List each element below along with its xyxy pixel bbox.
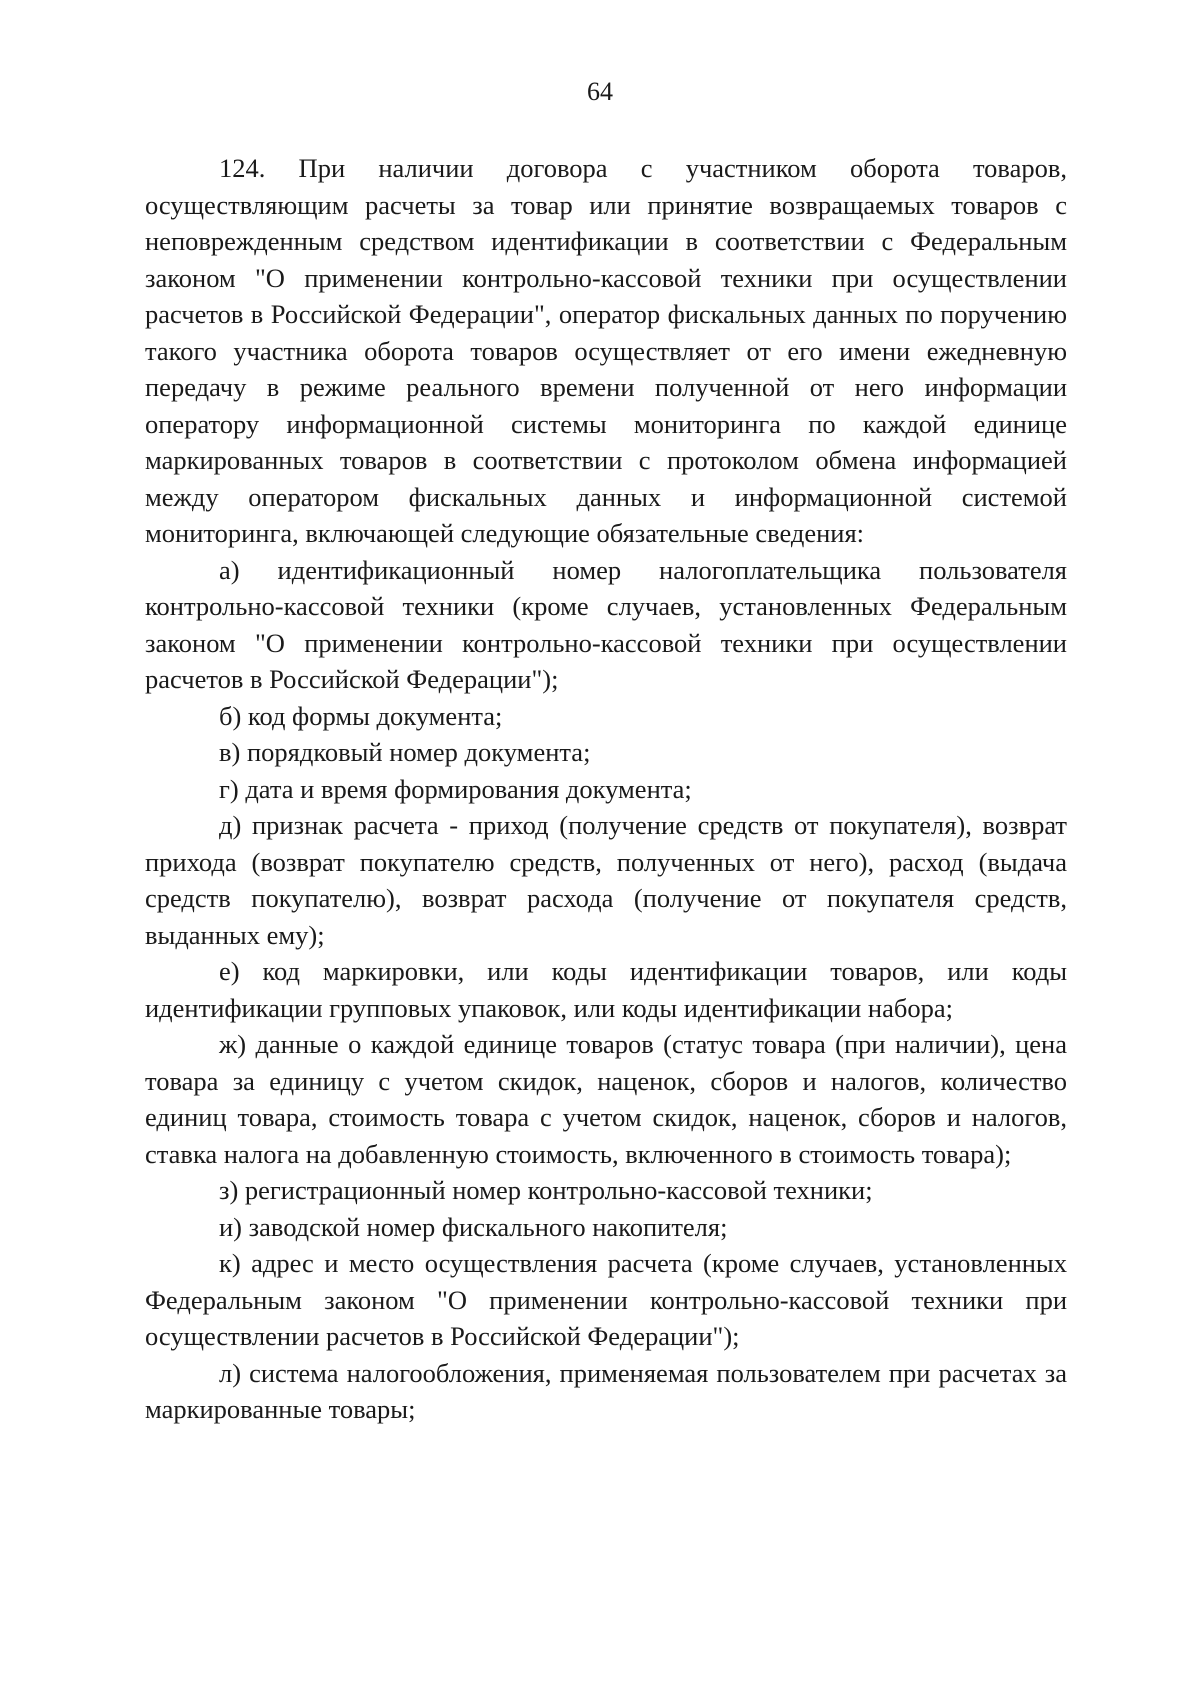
paragraph-124: 124. При наличии договора с участником оборота товаров, осуществляющим расчеты за товар или принятие возвращаемых товаров с неповрежденным средством идентификации в соответствии с Федеральным законом "О применении контрольно-кассовой техники при осуществлении расчетов в Российской Федерации", оператор фискальных данных по поручению такого участника оборота товаров осуществляет от его имени ежедневную передачу в режиме реального времени полученной от него информации оператору информационной системы мониторинга по каждой единице маркированных товаров в соответствии с протоколом обмена информацией между оператором фискальных данных и информационной системой мониторинга, включающей следующие обязательные сведения: xyxy=(145,153,1067,548)
list-item-e: е) код маркировки, или коды идентификации товаров, или коды идентификации групповых упаковок, или коды идентификации набора; xyxy=(145,956,1067,1023)
page-number: 64 xyxy=(587,77,613,106)
list-item-l: л) система налогообложения, применяемая пользователем при расчетах за маркированные товары; xyxy=(145,1357,1067,1424)
list-item-i: и) заводской номер фискального накопителя; xyxy=(219,1211,728,1242)
list-item-b: б) код формы документа; xyxy=(219,700,503,731)
list-item-a: а) идентификационный номер налогоплательщика пользователя контрольно-кассовой техники (кроме случаев, установленных Федеральным законом "О применении контрольно-кассовой техники при осуществлении расчетов в Российской Федерации"); xyxy=(145,554,1067,694)
list-item-k: к) адрес и место осуществления расчета (кроме случаев, установленных Федеральным законом "О применении контрольно-кассовой техники при осуществлении расчетов в Российской Федерации"); xyxy=(145,1248,1067,1351)
list-item-v: в) порядковый номер документа; xyxy=(219,737,591,767)
list-item-zh: ж) данные о каждой единице товаров (статус товара (при наличии), цена товара за единицу с учетом скидок, наценок, сборов и налогов, количество единиц товара, стоимость товара с учетом скидок, наценок, сборов и налогов, ставка налога на добавленную стоимость, включенного в стоимость товара); xyxy=(145,1029,1067,1169)
list-item-d: д) признак расчета - приход (получение средств от покупателя), возврат прихода (возврат покупателю средств, полученных от него), расход (выдача средств покупателю), возврат расхода (получение от покупателя средств, выданных ему); xyxy=(145,810,1067,950)
list-item-z: з) регистрационный номер контрольно-кассовой техники; xyxy=(219,1175,873,1205)
list-item-g: г) дата и время формирования документа; xyxy=(219,773,692,804)
document-body xyxy=(145,150,1067,1428)
